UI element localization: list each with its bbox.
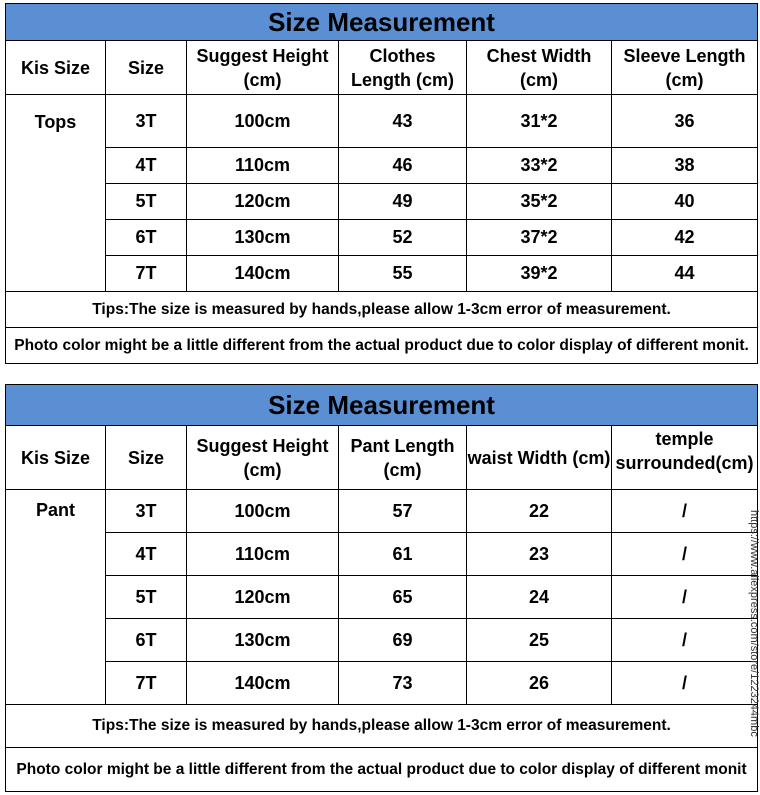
size-cell: 7T [106,256,187,292]
width-cell: 39*2 [467,256,612,292]
table-row [6,533,758,576]
sleeve-cell: 40 [612,184,758,220]
size-cell: 4T [106,148,187,184]
table-row [6,576,758,619]
table-row [6,662,758,705]
tops-size-table [5,3,758,364]
height-cell: 120cm [187,576,339,619]
temple-cell: / [612,576,758,619]
width-cell: 33*2 [467,148,612,184]
size-cell: 7T [106,662,187,705]
header-kis-size: Kis Size [6,426,106,490]
photo-color-note: Photo color might be a little different from the actual product due to color display of different monit [6,748,758,792]
header-chest-width: Chest Width (cm) [467,41,612,95]
length-cell: 46 [339,148,467,184]
width-cell: 37*2 [467,220,612,256]
header-size: Size [106,426,187,490]
table-title: Size Measurement [6,4,758,41]
length-cell: 43 [339,95,467,148]
sleeve-cell: 44 [612,256,758,292]
length-cell: 61 [339,533,467,576]
tips-note: Tips:The size is measured by hands,please allow 1-3cm error of measurement. [6,705,758,748]
height-cell: 140cm [187,256,339,292]
height-cell: 120cm [187,184,339,220]
store-url-watermark [748,510,760,780]
category-label: Pant [35,500,75,520]
header-sleeve-length: Sleeve Length (cm) [612,41,758,95]
length-cell: 52 [339,220,467,256]
table-row [6,490,758,533]
size-cell: 6T [106,619,187,662]
category-cell [6,95,106,292]
category-cell [6,490,106,705]
sleeve-cell: 42 [612,220,758,256]
temple-cell: / [612,619,758,662]
length-cell: 69 [339,619,467,662]
header-temple-surrounded: temple surrounded(cm) [612,426,758,490]
length-cell: 55 [339,256,467,292]
table-row [6,619,758,662]
photo-color-note: Photo color might be a little different from the actual product due to color display of different monit. [6,328,758,364]
header-suggest-height: Suggest Height (cm) [187,426,339,490]
watermark-text: https://www.aliexpress.com/store/1223244mbc [748,510,760,737]
table-row [6,95,758,148]
width-cell: 26 [467,662,612,705]
height-cell: 110cm [187,533,339,576]
size-cell: 5T [106,576,187,619]
size-cell: 6T [106,220,187,256]
table-row [6,220,758,256]
sleeve-cell: 36 [612,95,758,148]
size-cell: 3T [106,95,187,148]
temple-cell: / [612,490,758,533]
width-cell: 22 [467,490,612,533]
length-cell: 49 [339,184,467,220]
height-cell: 100cm [187,95,339,148]
header-size: Size [106,41,187,95]
width-cell: 24 [467,576,612,619]
length-cell: 57 [339,490,467,533]
height-cell: 110cm [187,148,339,184]
table-row [6,148,758,184]
height-cell: 130cm [187,619,339,662]
width-cell: 31*2 [467,95,612,148]
header-clothes-length: Clothes Length (cm) [339,41,467,95]
length-cell: 73 [339,662,467,705]
length-cell: 65 [339,576,467,619]
width-cell: 25 [467,619,612,662]
width-cell: 23 [467,533,612,576]
sleeve-cell: 38 [612,148,758,184]
height-cell: 100cm [187,490,339,533]
size-cell: 3T [106,490,187,533]
height-cell: 130cm [187,220,339,256]
table-title: Size Measurement [6,385,758,426]
tips-note: Tips:The size is measured by hands,please allow 1-3cm error of measurement. [6,292,758,328]
header-waist-width: waist Width (cm) [467,426,612,490]
pant-size-table [5,384,758,792]
table-row [6,184,758,220]
category-label: Tops [34,112,77,132]
table-row [6,256,758,292]
width-cell: 35*2 [467,184,612,220]
header-kis-size: Kis Size [6,41,106,95]
header-pant-length: Pant Length (cm) [339,426,467,490]
temple-cell: / [612,533,758,576]
height-cell: 140cm [187,662,339,705]
size-cell: 5T [106,184,187,220]
temple-cell: / [612,662,758,705]
header-suggest-height: Suggest Height (cm) [187,41,339,95]
size-cell: 4T [106,533,187,576]
